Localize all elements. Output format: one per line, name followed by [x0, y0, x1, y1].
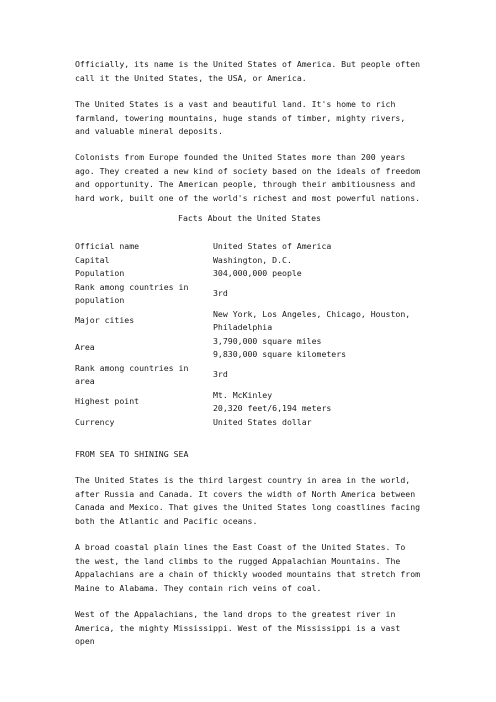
- facts-key: Population: [75, 268, 125, 278]
- facts-value-line: United States of America: [213, 241, 332, 251]
- facts-value-line: 3rd: [213, 288, 228, 299]
- facts-value-line: Mt. McKinley: [213, 389, 273, 400]
- facts-value: [213, 362, 424, 389]
- facts-row: [75, 362, 424, 389]
- facts-value: [213, 308, 424, 335]
- facts-value-line: 3,790,000 square miles: [213, 335, 322, 346]
- facts-row: [75, 267, 424, 281]
- facts-value-line: United States dollar: [213, 416, 312, 427]
- facts-row: [75, 416, 424, 430]
- facts-value: [213, 281, 424, 308]
- facts-value-line-2: 20,320 feet/6,194 meters: [213, 403, 332, 413]
- facts-key: Rank among countries in area: [75, 362, 189, 386]
- facts-value-line: New York, Los Angeles, Chicago, Houston, Philadelphia: [213, 308, 411, 332]
- intro-paragraph-3: Colonists from Europe founded the United States more than 200 years ago. They created a new kind of society based on the ideals of freedom and opportunity. The American people, through their ambitiousness and hard work, built one of the world's richest and most powerful nations.: [75, 152, 421, 203]
- facts-table: [75, 240, 424, 429]
- section-paragraph-2: A broad coastal plain lines the East Coast of the United States. To the west, the land climbs to the rugged Appalachian Mountains. The Appalachians are a chain of thickly wooded mountains that stretch from Maine to Alabama. They contain rich veins of coal.: [75, 542, 421, 593]
- section-paragraph-1: The United States is the third largest country in area in the world, after Russia and Canada. It covers the width of North America between Canada and Mexico. That gives the United States long coastlines facing both the Atlantic and Pacific oceans.: [75, 475, 421, 526]
- section-title: FROM SEA TO SHINING SEA: [75, 449, 189, 459]
- facts-row: [75, 240, 424, 254]
- section-paragraph-3: West of the Appalachians, the land drops to the greatest river in America, the mighty Mississippi. West of the Mississippi is a vast open: [75, 609, 401, 646]
- facts-key: Official name: [75, 241, 140, 251]
- facts-value: [213, 267, 424, 281]
- facts-key: Highest point: [75, 396, 140, 407]
- facts-row: [75, 308, 424, 335]
- facts-value: [213, 389, 424, 416]
- facts-value-line: 304,000,000 people: [213, 268, 302, 278]
- facts-row: [75, 254, 424, 268]
- facts-key: Rank among countries in population: [75, 281, 189, 305]
- facts-row: [75, 335, 424, 362]
- facts-value: [213, 254, 424, 268]
- facts-value-line-2: 9,830,000 square kilometers: [213, 349, 347, 359]
- facts-value: [213, 416, 424, 430]
- facts-value-line: Washington, D.C.: [213, 254, 292, 265]
- facts-row: [75, 281, 424, 308]
- facts-key: Area: [75, 342, 95, 353]
- facts-key: Major cities: [75, 315, 135, 326]
- facts-key: Capital: [75, 254, 110, 265]
- facts-key: Currency: [75, 416, 115, 427]
- facts-value-line: 3rd: [213, 369, 228, 380]
- facts-value: [213, 240, 424, 254]
- facts-row: [75, 389, 424, 416]
- intro-paragraph-1: Officially, its name is the United States of America. But people often call it the United States, the USA, or America.: [75, 59, 421, 83]
- facts-heading: Facts About the United States: [178, 213, 321, 223]
- intro-paragraph-2: The United States is a vast and beautiful land. It's home to rich farmland, towering mountains, huge stands of timber, mighty rivers, and valuable mineral deposits.: [75, 99, 406, 136]
- facts-value: [213, 335, 424, 362]
